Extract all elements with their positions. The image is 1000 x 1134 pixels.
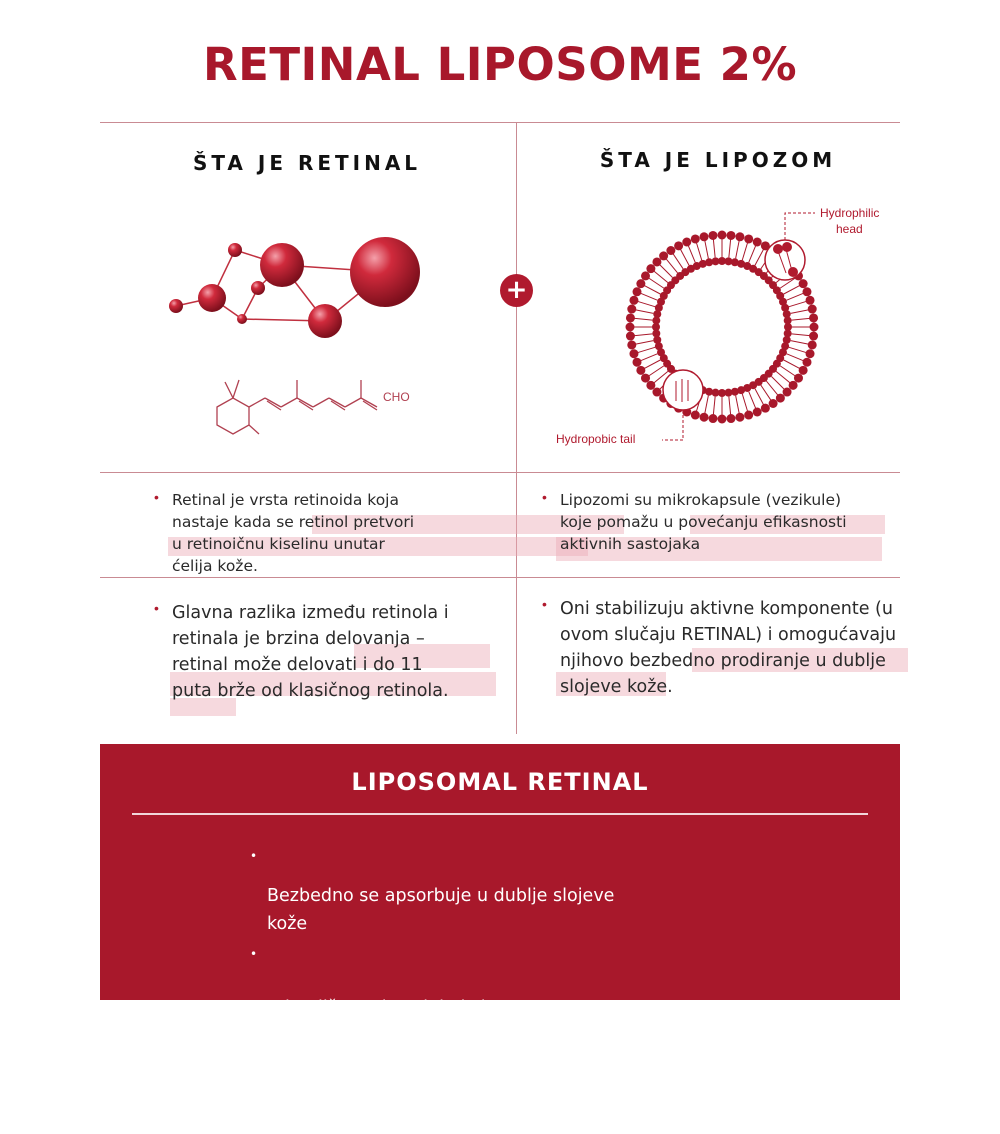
label-head-line2: head bbox=[836, 222, 863, 236]
lipid-tail bbox=[780, 366, 795, 376]
lipid-tail bbox=[636, 341, 654, 345]
page-title: RETINAL LIPOSOME 2% bbox=[202, 38, 798, 91]
retinal-formula-icon bbox=[195, 372, 425, 442]
divider-top bbox=[100, 122, 900, 123]
bullet-dot: • bbox=[250, 947, 258, 961]
lipid-tail bbox=[736, 241, 740, 259]
lipid-tail bbox=[792, 334, 810, 336]
lipid-tail bbox=[776, 371, 790, 382]
banner-item-text: Stimuliše proizvodnju kolagena bbox=[267, 998, 541, 1018]
lipid-head-outer bbox=[789, 381, 798, 390]
plus-icon: + bbox=[500, 274, 533, 307]
lipid-head-outer bbox=[691, 234, 700, 243]
heading-liposome: ŠTA JE LIPOZOM bbox=[599, 148, 837, 172]
lipid-tail bbox=[755, 249, 763, 265]
lipid-head-outer bbox=[769, 399, 778, 408]
lipid-tail bbox=[641, 354, 658, 361]
lipid-tail bbox=[755, 389, 763, 405]
lipid-head-outer bbox=[718, 415, 727, 424]
lipid-tail bbox=[784, 286, 800, 294]
lipid-head-outer bbox=[652, 388, 661, 397]
lipid-head-outer bbox=[641, 271, 650, 280]
lipid-tail bbox=[792, 318, 810, 320]
list-item-retinal-2 bbox=[154, 600, 499, 704]
lipid-head-outer bbox=[794, 374, 803, 383]
lipid-head-outer bbox=[802, 287, 811, 296]
bullet-dot: • bbox=[154, 600, 159, 616]
lipid-tail bbox=[787, 293, 804, 300]
bullet-dot: • bbox=[250, 849, 258, 863]
lipid-head-outer bbox=[700, 232, 709, 241]
lipid-tail bbox=[666, 259, 677, 273]
banner-item-text: Bezbedno se apsorbuje u dublje slojeve kože bbox=[267, 886, 615, 934]
bullet-text: Lipozomi su mikrokapsule (vezikule) koje pomažu u povećanju efikasnosti aktivnih sastojaka bbox=[560, 491, 847, 553]
list-item-liposome-1 bbox=[542, 489, 902, 555]
lipid-tail bbox=[713, 239, 715, 257]
lipid-head-outer bbox=[633, 287, 642, 296]
lipid-tail bbox=[634, 318, 652, 320]
lipid-head-outer bbox=[666, 246, 675, 255]
lipid-head-outer bbox=[636, 366, 645, 375]
divider-vertical bbox=[516, 122, 517, 734]
lipid-tail bbox=[638, 347, 655, 352]
list-item-retinal-1 bbox=[154, 489, 494, 577]
lipid-head-outer bbox=[809, 313, 818, 322]
lipid-head-outer bbox=[808, 305, 817, 314]
bullet-dot: • bbox=[542, 489, 547, 505]
lipid-tail bbox=[729, 239, 731, 257]
lipid-head-outer bbox=[799, 366, 808, 375]
lipid-tail bbox=[638, 301, 655, 306]
lipid-tail bbox=[649, 278, 664, 288]
banner-list-item bbox=[250, 938, 730, 1022]
lipid-head-outer bbox=[744, 411, 753, 420]
bullet-text: Retinal je vrsta retinoida koja nastaje kada se retinol pretvori u retinoičnu kiselinu unutar ćelija kože. bbox=[172, 491, 415, 575]
lipid-head-outer bbox=[806, 296, 815, 305]
liposome-diagram-icon bbox=[556, 205, 900, 455]
divider-lower bbox=[100, 577, 900, 578]
liposomal-retinal-banner bbox=[100, 744, 900, 1130]
lipid-tail bbox=[713, 397, 715, 415]
bullet-dot: • bbox=[542, 596, 547, 612]
lipid-head-outer bbox=[810, 323, 819, 332]
lipid-head-outer bbox=[626, 313, 635, 322]
lipid-tail bbox=[644, 286, 660, 294]
lipid-head-outer bbox=[761, 404, 770, 413]
lipid-tail bbox=[791, 310, 809, 314]
lipid-tail bbox=[742, 243, 747, 260]
lipid-tail bbox=[729, 397, 731, 415]
lipid-head-outer bbox=[802, 358, 811, 367]
bullet-text: Oni stabilizuju aktivne komponente (u ovom slučaju RETINAL) i omogućavaju njihovo bezbedno prodiranje u dublje slojeve kože. bbox=[560, 599, 897, 697]
formula-cho-label: CHO bbox=[383, 390, 410, 404]
lipid-head-outer bbox=[735, 413, 744, 422]
lipid-head-outer bbox=[652, 257, 661, 266]
lipid-head-outer bbox=[727, 414, 736, 423]
lipid-tail bbox=[771, 376, 784, 389]
lipid-head-outer bbox=[776, 394, 785, 403]
lipid-head-outer bbox=[799, 279, 808, 288]
lipid-head-outer bbox=[629, 349, 638, 358]
lipid-tail bbox=[688, 246, 695, 263]
lipid-tail bbox=[742, 394, 747, 411]
lipid-tail bbox=[681, 249, 689, 265]
banner-title: LIPOSOMAL RETINAL bbox=[351, 768, 649, 796]
divider-middle bbox=[100, 472, 900, 473]
lipid-head-outer bbox=[674, 241, 683, 250]
lipid-head-outer bbox=[682, 238, 691, 247]
lipid-head-outer bbox=[627, 305, 636, 314]
lipid-tail bbox=[749, 392, 756, 409]
lipid-tail bbox=[705, 396, 709, 414]
lipid-tail bbox=[787, 354, 804, 361]
label-head-line1: Hydrophilic bbox=[820, 206, 880, 220]
lipid-head-outer bbox=[691, 411, 700, 420]
lipid-tail bbox=[784, 360, 800, 368]
lipid-head-outer bbox=[629, 296, 638, 305]
banner-list bbox=[250, 826, 730, 1134]
lipid-head-outer bbox=[708, 414, 717, 423]
lipid-tail bbox=[761, 385, 771, 400]
bullet-dot: • bbox=[250, 1045, 258, 1059]
lipid-head-outer bbox=[626, 323, 635, 332]
lipid-head-outer bbox=[708, 231, 717, 240]
lipid-tail bbox=[789, 347, 806, 352]
list-item-liposome-2 bbox=[542, 596, 907, 700]
lipid-tail bbox=[644, 360, 660, 368]
bullet-text: Glavna razlika između retinola i retinala je brzina delovanja – retinal može delovati i do 11 puta brže od klasičnog retinola. bbox=[172, 603, 449, 701]
lipid-head-outer bbox=[641, 374, 650, 383]
banner-divider bbox=[132, 813, 868, 815]
lipid-tail bbox=[649, 366, 664, 376]
label-hydrophobic-tail: Hydropobic tail bbox=[556, 432, 636, 446]
lipid-head-inner bbox=[784, 317, 792, 325]
lipid-tail bbox=[789, 301, 806, 306]
banner-list-item bbox=[250, 1022, 730, 1134]
lipid-head-outer bbox=[633, 358, 642, 367]
lipid-head-outer bbox=[744, 234, 753, 243]
label-hydrophilic-head bbox=[820, 206, 883, 236]
lipid-tail bbox=[749, 246, 756, 263]
bullet-dot: • bbox=[154, 489, 159, 505]
lipid-head-outer bbox=[646, 381, 655, 390]
lipid-head-outer bbox=[753, 407, 762, 416]
lipid-head-outer bbox=[806, 349, 815, 358]
lipid-head-outer bbox=[809, 332, 818, 341]
lipid-head-outer bbox=[659, 251, 668, 260]
lipid-tail bbox=[791, 341, 809, 345]
lipid-head-outer bbox=[636, 279, 645, 288]
lipid-tail bbox=[696, 243, 701, 260]
lipid-tail bbox=[736, 396, 740, 414]
lipid-tail bbox=[641, 293, 658, 300]
lipid-tail bbox=[654, 271, 668, 282]
lipid-tail bbox=[673, 254, 683, 269]
lipid-tail bbox=[634, 334, 652, 336]
lipid-head-outer bbox=[727, 231, 736, 240]
lipid-head-outer bbox=[626, 332, 635, 341]
lipid-tail bbox=[705, 241, 709, 259]
molecule-icon bbox=[160, 230, 440, 350]
lipid-tail bbox=[636, 310, 654, 314]
heading-retinal: ŠTA JE RETINAL bbox=[192, 151, 422, 175]
lipid-tail bbox=[766, 381, 777, 395]
lipid-head-outer bbox=[808, 340, 817, 349]
banner-item-text: Pomaže u ublažavanju bora, pigmentacija i poboljšava elastičnost kože bbox=[267, 1082, 634, 1130]
lipid-tail bbox=[660, 265, 673, 278]
lipid-head-outer bbox=[718, 231, 727, 240]
lipid-head-outer bbox=[753, 238, 762, 247]
lipid-head-outer bbox=[646, 264, 655, 273]
lipid-head-outer bbox=[700, 413, 709, 422]
lipid-head-outer bbox=[783, 388, 792, 397]
lipid-head-outer bbox=[735, 232, 744, 241]
lipid-head-outer bbox=[627, 340, 636, 349]
banner-list-item bbox=[250, 826, 730, 938]
